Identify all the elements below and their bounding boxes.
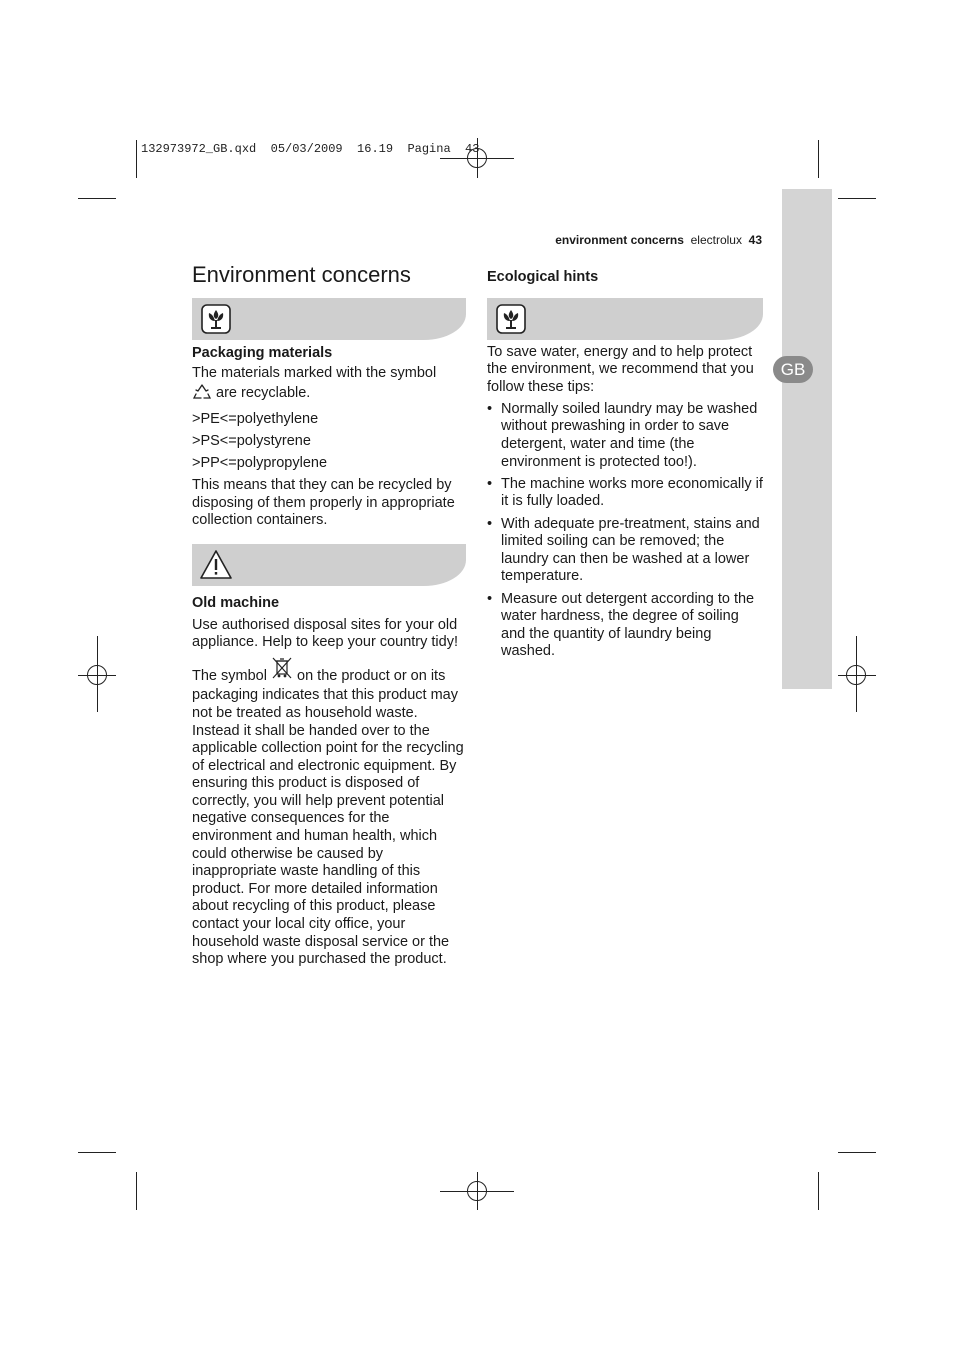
old-machine-heading: Old machine [192, 594, 280, 611]
crop-mark [818, 1172, 819, 1210]
print-slug: 132973972_GB.qxd 05/03/2009 16.19 Pagina 43 [141, 142, 480, 156]
flower-icon [201, 304, 231, 334]
hints-list [487, 401, 763, 661]
page-title: Environment concerns [192, 262, 411, 287]
page-number: 43 [748, 233, 762, 247]
recycle-icon [192, 383, 212, 407]
crop-mark [78, 1152, 116, 1153]
running-head [555, 233, 762, 247]
ecological-hints-heading: Ecological hints [487, 269, 599, 285]
environment-band [487, 298, 763, 340]
warning-triangle-icon [198, 548, 234, 582]
language-badge: GB [773, 356, 813, 383]
material-ps: >PS<=polystyrene [192, 432, 311, 449]
old-machine-para2 [192, 656, 466, 969]
crossed-bin-icon [271, 656, 293, 688]
environment-band [192, 298, 466, 340]
warning-band [192, 544, 466, 586]
packaging-heading: Packaging materials [192, 344, 333, 361]
right-column [487, 269, 763, 666]
register-circle [467, 1181, 487, 1201]
weee-text-after: on the product or on its packaging indicates that this product may not be treated as household waste. Instead it shall be handed over to the applicable collection point for the recycling of electrical and electronic equipment. By ensuring this product is disposed of correctly, you will help prevent potential negative consequences for the environment and human health, which could otherwise be caused by inappropriate waste handling of this product. For more detailed information about recycling of this product, please contact your local city office, your household waste disposal service or the shop where you purchased the product. [192, 667, 464, 968]
packaging-outro: This means that they can be recycled by disposing of them properly in appropriate collection containers. [192, 477, 455, 529]
left-column [192, 262, 466, 969]
language-tab-strip [782, 189, 832, 689]
hints-intro: To save water, energy and to help protect the environment, we recommend that you follow these tips: [487, 343, 754, 395]
list-item: • The machine works more economically if it is fully loaded. [487, 476, 763, 511]
crop-mark [136, 1172, 137, 1210]
packaging-intro [192, 365, 466, 406]
register-circle [87, 665, 107, 685]
list-item: • Measure out detergent according to the water hardness, the degree of soiling and the quantity of laundry being washed. [487, 591, 763, 661]
material-pp: >PP<=polypropylene [192, 455, 328, 472]
list-item: • With adequate pre-treatment, stains and limited soiling can be removed; the laundry can then be washed at a lower temperature. [487, 516, 763, 586]
crop-mark [136, 140, 137, 178]
crop-mark [78, 198, 116, 199]
material-pe: >PE<=polyethylene [192, 410, 319, 427]
crop-mark [838, 198, 876, 199]
flower-icon [496, 304, 526, 334]
list-item: • Normally soiled laundry may be washed without prewashing in order to save detergent, water and time (the environment is protected too!). [487, 401, 763, 471]
weee-text-before: The symbol [192, 667, 267, 684]
packaging-intro-2: are recyclable. [216, 384, 311, 401]
running-head-section: environment concerns [555, 233, 684, 247]
old-machine-para1: Use authorised disposal sites for your old appliance. Help to keep your country tidy! [192, 616, 458, 651]
crop-mark [838, 1152, 876, 1153]
running-head-brand: electrolux [690, 233, 742, 247]
register-circle [846, 665, 866, 685]
crop-mark [818, 140, 819, 178]
packaging-intro-1: The materials marked with the symbol [192, 365, 437, 382]
